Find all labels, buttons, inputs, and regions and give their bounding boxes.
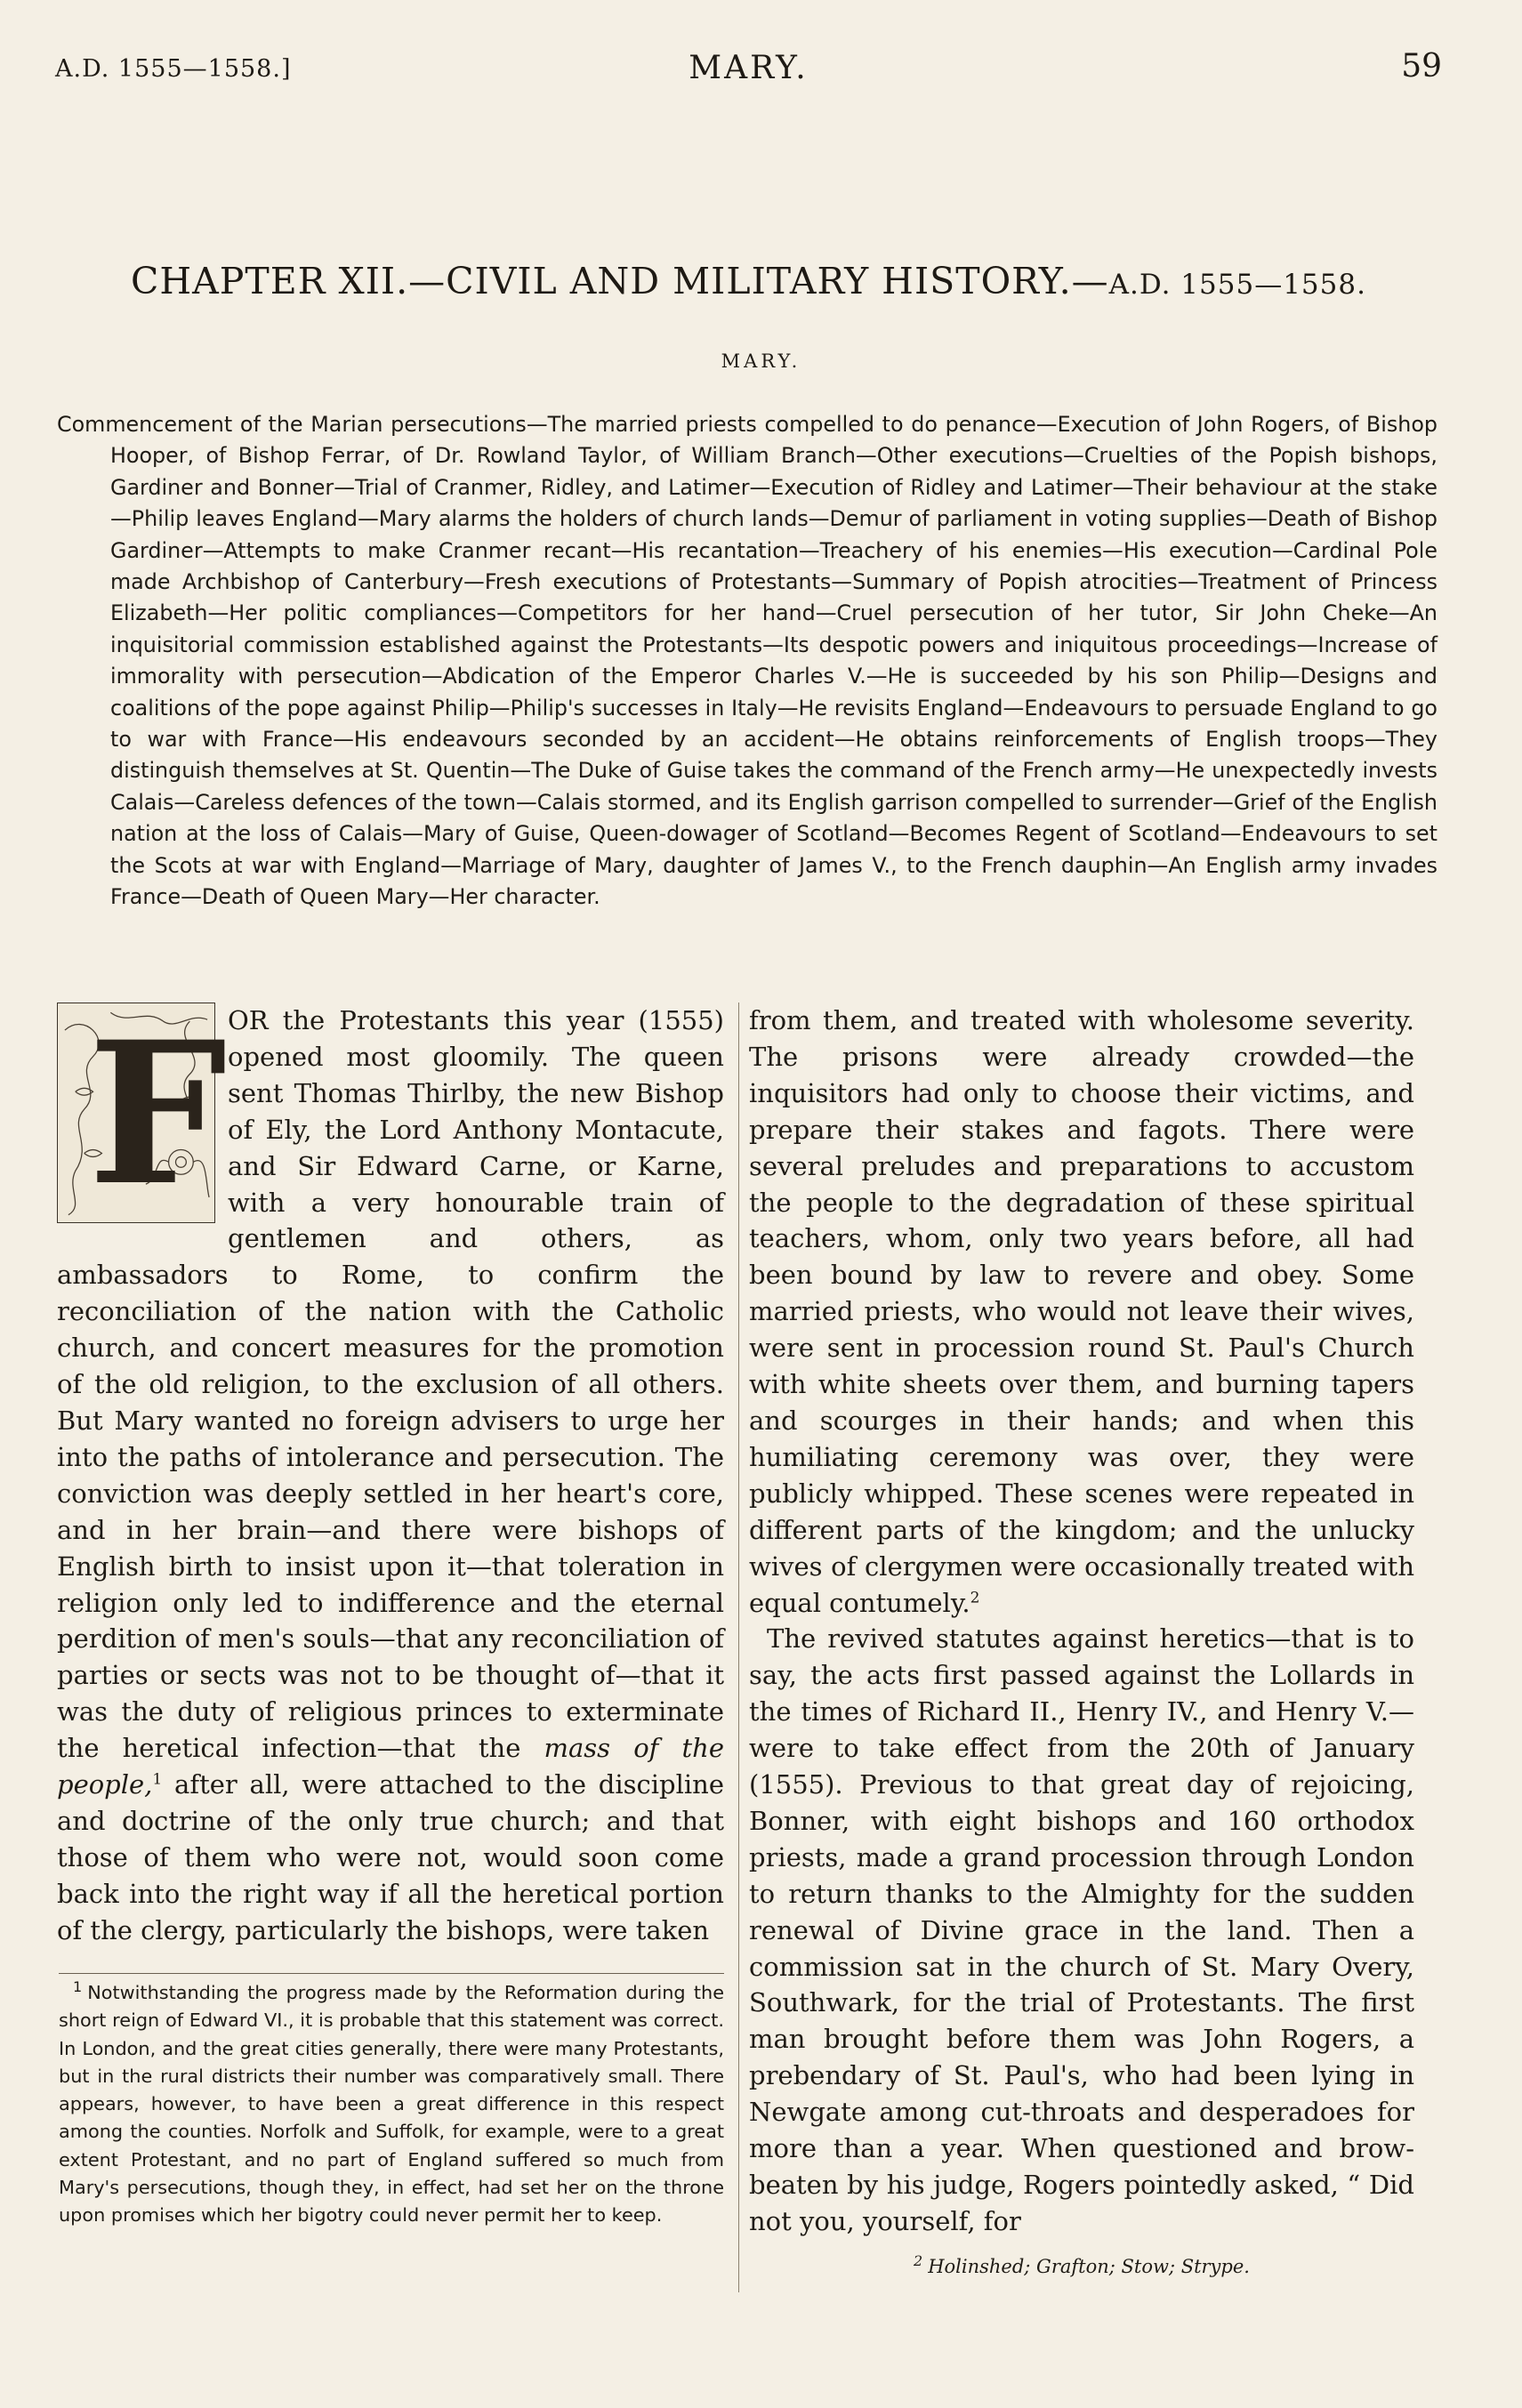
chapter-title-main: CHAPTER XII.—CIVIL AND MILITARY HISTORY.— [131, 260, 1109, 302]
footnote-2-mark: 2 [914, 2252, 923, 2269]
page-number: 59 [1401, 48, 1442, 85]
right-paragraph-1-text: from them, and treated with wholesome severity. The prisons were already crowded—the inquisitors had only to choose their victims, and prepare their stakes and fagots. There were several preludes and preparations to accustom the people to the degradation of these spiritual teachers, whom, only two years before, all had been bound by law to revere and obey. Some married priests, who would not leave their wives, were sent in procession round St. Paul's Church with white sheets over them, and burning tapers and scourges in their hands; and when this humiliating ceremony was over, they were publicly whipped. These scenes were repeated in different parts of the kingdom; and the unlucky wives of clergymen were occasionally treated with equal contumely. [749, 1005, 1414, 1618]
left-column [57, 998, 725, 1949]
footnote-ref-2[interactable]: 2 [970, 1588, 980, 1607]
footnote-ref-1[interactable]: 1 [152, 1770, 163, 1789]
running-head [55, 50, 1442, 85]
footnote-2-text: Holinshed; Grafton; Stow; Strype. [928, 2256, 1250, 2277]
drop-cap-letter: F [88, 998, 228, 1228]
italic-phrase: mass of the people, [57, 1733, 724, 1800]
footnote-1 [59, 1973, 724, 2230]
chapter-title [55, 260, 1442, 302]
chapter-synopsis: Commencement of the Marian persecutions—The married priests compelled to do penance—Execution of John Rogers, of Bishop Hooper, of Bishop Ferrar, of Dr. Rowland Taylor, of William Branch—Other executions—Cruelties of the Popish bishops, Gardiner and Bonner—Trial of Cranmer, Ridley, and Latimer—Execution of Ridley and Latimer—Their behaviour at the stake—Philip leaves England—Mary alarms the holders of church lands—Demur of parliament in voting supplies—Death of Bishop Gardiner—Attempts to make Cranmer recant—His recantation—Treachery of his enemies—His execution—Cardinal Pole made Archbishop of Canterbury—Fresh executions of Protestants—Summary of Popish atrocities—Treatment of Princess Elizabeth—Her politic compliances—Competitors for her hand—Cruel persecution of her tutor, Sir John Cheke—An inquisitorial commission established against the Protestants—Its despotic powers and iniquitous proceedings—Increase of immorality with persecution—Abdication of the Emperor Charles V.—He is succeeded by his son Philip—Designs and coalitions of the pope against Philip—Philip's successes in Italy—He revisits England—Endeavours to persuade England to go to war with France—His endeavours seconded by an accident—He obtains reinforcements of English troops—They distinguish themselves at St. Quentin—The Duke of Guise takes the command of the French army—He unexpectedly invests Calais—Careless defences of the town—Calais stormed, and its English garrison compelled to surrender—Grief of the English nation at the loss of Calais—Mary of Guise, Queen-dowager of Scotland—Becomes Regent of Scotland—Endeavours to set the Scots at war with England—Marriage of Mary, daughter of James V., to the French dauphin—An English army invades France—Death of Queen Mary—Her character. [57, 412, 1437, 910]
footnote-2 [749, 2252, 1414, 2277]
left-paragraph-text: OR the Protestants this year (1555) opened most gloomily. The queen sent Thomas Thirlby, the new Bishop of Ely, the Lord Anthony Montacute, and Sir Edward Carne, or Karne, with a very honourable train of gentlemen and others, as ambassadors to Rome, to confirm the reconciliation of the nation with the Catholic church, and concert measures for the promotion of the old religion, to the exclusion of all others. But Mary wanted no foreign advisers to urge her into the paths of intolerance and persecution. The conviction was deeply settled in her heart's core, and in her brain—and there were bishops of English birth to insist upon it—that toleration in religion only led to indifference and the eternal perdition of men's souls—that any reconciliation of parties or sects was not to be thought of—that it was the duty of religious princes to exterminate the heretical infection—that the [57, 1005, 725, 1764]
right-paragraph-2: The revived statutes against heretics—that is to say, the acts first passed against the Lollards in the times of Richard II., Henry IV., and Henry V.—were to take effect from the 20th of January (1555). Previous to that great day of rejoicing, Bonner, with eight bishops and 160 orthodox priests, made a grand procession through London to return thanks to the Almighty for the sudden renewal of Divine grace in the land. Then a commission sat in the church of St. Mary Overy, Southwark, for the trial of Protestants. The first man brought before them was John Rogers, a prebendary of St. Paul's, who had been lying in Newgate among cut-throats and desperadoes for more than a year. When questioned and brow-beaten by his judge, Rogers pointedly asked, “ Did not you, yourself, for [749, 1623, 1414, 2236]
reign-heading: MARY. [721, 350, 801, 372]
column-divider [738, 1003, 739, 2292]
footnote-1-text: Notwithstanding the progress made by the Reformation during the short reign of Edward VI., it is probable that this statement was correct. In London, and the great cities generally, there were many Protestants, but in the rural districts their number was comparatively small. There appears, however, to have been a great difference in this respect among the counties. Norfolk and Suffolk, for example, were to a great extent Protestant, and no part of England suffered so much from Mary's persecutions, though they, in effect, had set her on the throne upon promises which her bigotry could never permit her to keep. [59, 1982, 724, 2227]
right-column [749, 1003, 1414, 2240]
chapter-title-date: A.D. 1555—1558. [1108, 269, 1366, 301]
running-head-title: MARY. [689, 50, 809, 86]
running-head-date: A.D. 1555—1558.] [55, 55, 292, 83]
decorative-initial [57, 998, 228, 1228]
footnote-1-mark: 1 [73, 1978, 83, 1996]
left-paragraph-text-end: after all, were attached to the discipline and doctrine of the only true church; and that those of them who were not, would soon come back into the right way if all the heretical portion of the clergy, particularly the bishops, were taken [57, 1769, 724, 1945]
right-paragraph-1 [749, 1003, 1414, 1621]
